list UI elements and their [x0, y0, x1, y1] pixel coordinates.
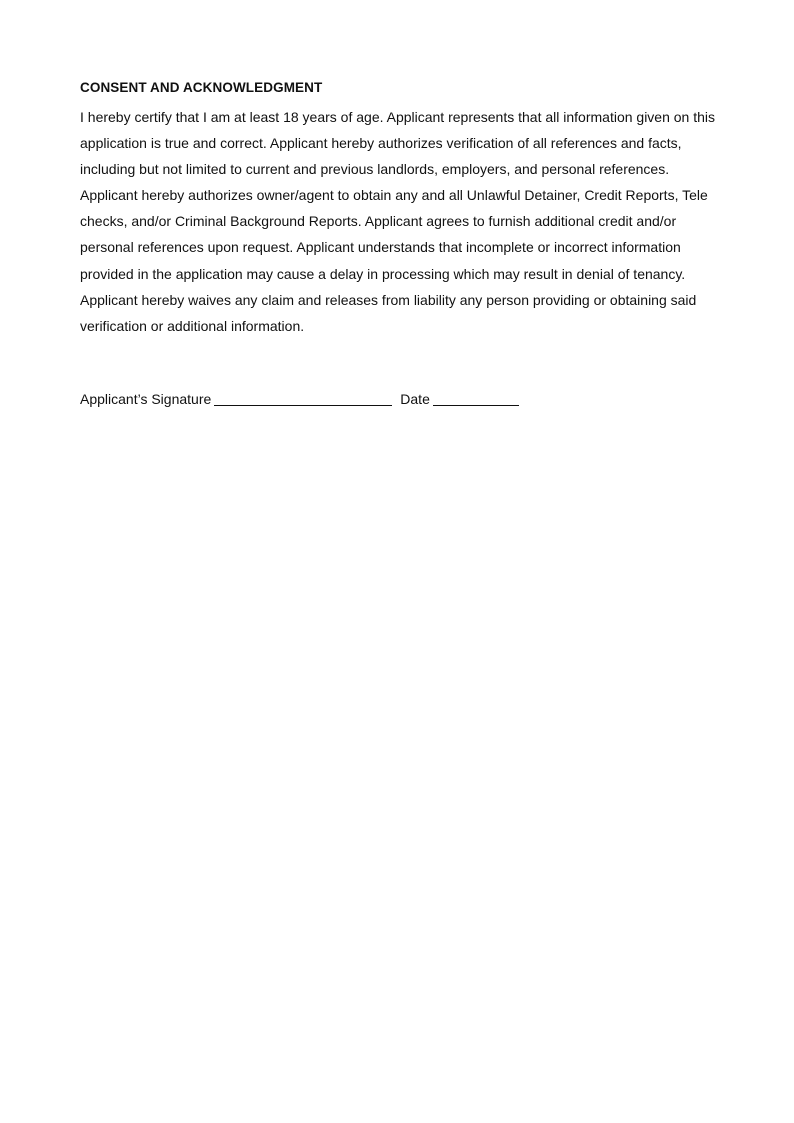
- signature-blank-line[interactable]: [214, 391, 392, 406]
- consent-paragraph: I hereby certify that I am at least 18 years of age. Applicant represents that all information given on this application is true and correct. Applicant hereby authorizes verification of all references and facts, including but not limited to current and previous landlords, employers, and personal references. Applicant hereby authorizes owner/agent to obtain any and all Unlawful Detainer, Credit Reports, Tele checks, and/or Criminal Background Reports. Applicant agrees to furnish additional credit and/or personal references upon request. Applicant understands that incomplete or incorrect information provided in the application may cause a delay in processing which may result in denial of tenancy. Applicant hereby waives any claim and releases from liability any person providing or obtaining said verification or additional information.: [80, 109, 716, 334]
- consent-section: [80, 78, 720, 339]
- signature-label: Applicant’s Signature: [80, 391, 212, 407]
- signature-row: [80, 388, 720, 410]
- section-heading: CONSENT AND ACKNOWLEDGMENT: [80, 80, 323, 95]
- date-label: Date: [400, 391, 430, 407]
- date-blank-line[interactable]: [433, 391, 519, 406]
